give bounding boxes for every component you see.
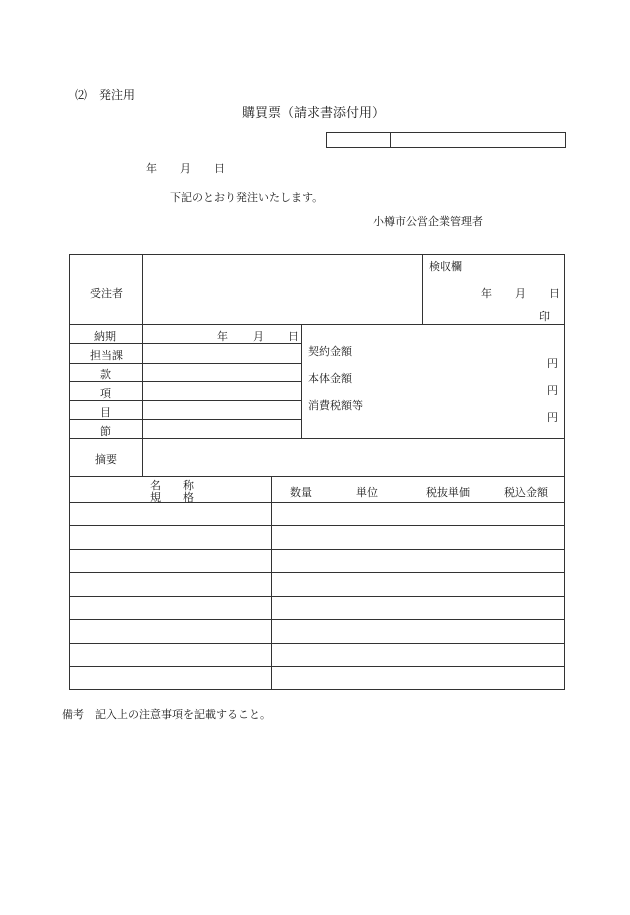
notes-text: 備考 記入上の注意事項を記載すること。 [62,708,271,721]
delivery-year-label: 年 [217,330,228,343]
issue-date-year-label: 年 [146,162,157,175]
col-line [422,255,423,324]
row-line [70,363,301,364]
contractor-label: 受注者 [90,287,123,300]
item-name-label: 名 称 [150,479,194,492]
row-line [70,476,564,477]
dept-label: 担当課 [90,349,123,362]
inspection-year-label: 年 [481,287,492,300]
issue-date-day-label: 日 [214,162,225,175]
row-line [70,438,564,439]
row-line [70,549,564,550]
col-line [142,255,143,476]
inspection-day-label: 日 [549,287,560,300]
row-line [70,525,564,526]
row-line [70,596,564,597]
item-spec-label: 規 格 [150,491,194,504]
inspection-month-label: 月 [515,287,526,300]
row-line [70,619,564,620]
col-unit: 単位 [356,486,378,499]
moku-label: 目 [100,406,111,419]
setsu-label: 節 [100,425,111,438]
purchase-form-table [69,254,565,690]
issue-date-month-label: 月 [180,162,191,175]
col-quantity: 数量 [290,486,312,499]
section-label: ⑵ 発注用 [75,88,136,102]
kan-label: 款 [100,368,111,381]
row-line [70,572,564,573]
col-line [271,476,272,689]
contract-yen-label: 円 [547,357,558,370]
row-line [70,643,564,644]
tax-amount-label: 消費税額等 [308,399,363,412]
row-line [70,502,564,503]
tax-yen-label: 円 [547,411,558,424]
col-unit-price: 税抜単価 [426,486,470,499]
issuer-name: 小樽市公営企業管理者 [373,215,483,228]
row-line [70,666,564,667]
base-yen-label: 円 [547,384,558,397]
seal-label: 印 [539,310,550,323]
kou-label: 項 [100,387,111,400]
header-box-divider [390,133,391,147]
summary-label: 摘要 [95,453,117,466]
intro-text: 下記のとおり発注いたします。 [170,191,324,204]
contract-amount-label: 契約金額 [308,345,352,358]
col-amount: 税込金額 [504,486,548,499]
col-line [301,324,302,438]
delivery-month-label: 月 [253,330,264,343]
inspection-label: 検収欄 [429,260,462,273]
delivery-day-label: 日 [288,330,299,343]
base-amount-label: 本体金額 [308,372,352,385]
header-number-box [326,132,566,148]
form-title: 購買票（請求書添付用） [242,106,386,121]
row-line [70,324,564,325]
delivery-label: 納期 [94,330,116,343]
